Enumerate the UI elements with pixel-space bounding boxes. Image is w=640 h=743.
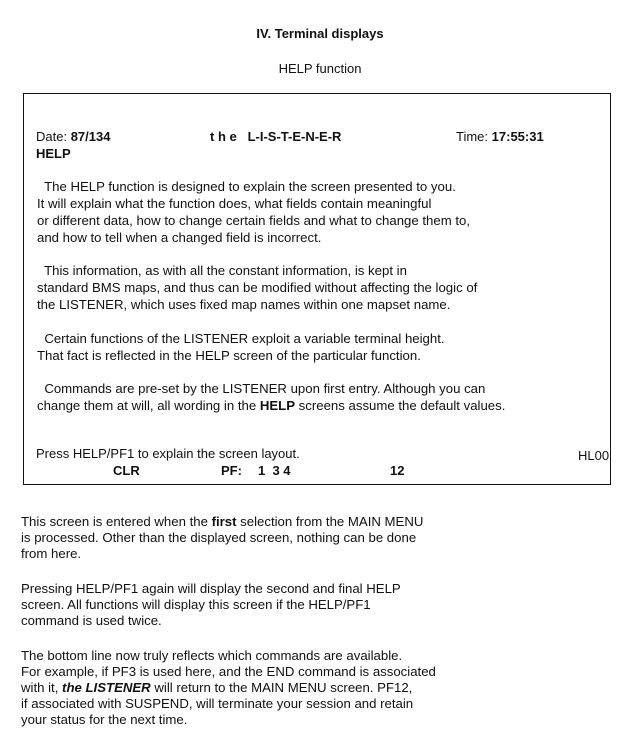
description-paragraph-3: [21, 648, 436, 728]
app-name: [210, 129, 341, 145]
map-id: HL00: [578, 448, 610, 463]
time-label: Time:: [456, 129, 489, 144]
clr-key[interactable]: CLR: [113, 463, 140, 478]
desc-p3-b: will return to the MAIN MENU screen. PF12, if associated with SUSPEND, will terminate your session and retain your status for the next time.: [21, 680, 414, 727]
help-paragraph-4-text: Commands are pre-set by the LISTENER upon first entry. Although you can change them at will, all wording in the: [37, 381, 486, 413]
desc-p1-b: selection from the MAIN MENU is processed. Other than the displayed screen, nothing can be done from here.: [21, 514, 424, 561]
section-title: IV. Terminal displays: [256, 26, 384, 41]
desc-p3-a: The bottom line now truly reflects which commands are available. For example, if PF3 is used here, and the END command is associated with it,: [21, 648, 436, 695]
pf-keys[interactable]: 1 3 4: [258, 463, 291, 478]
help-paragraph-4-tail: screens assume the default values.: [295, 398, 506, 413]
terminal-screen-frame: [23, 93, 611, 485]
time-field: [456, 129, 544, 145]
description-paragraph-2: Pressing HELP/PF1 again will display the second and final HELP screen. All functions will display this screen if the HELP/PF1 command is used twice.: [21, 581, 401, 628]
date-field: [36, 129, 110, 145]
help-paragraph-4: [37, 380, 505, 414]
date-value: 87/134: [70, 129, 111, 144]
date-label: Date:: [36, 129, 68, 144]
pf-key-12[interactable]: 12: [390, 463, 405, 478]
time-value: 17:55:31: [491, 129, 544, 144]
pf-label: PF:: [221, 463, 242, 478]
desc-p3-bold: the LISTENER: [62, 680, 151, 695]
screen-title: HELP: [36, 146, 71, 161]
app-name-listener: L-I-S-T-E-N-E-R: [247, 129, 342, 144]
desc-p1-a: This screen is entered when the: [21, 514, 212, 529]
help-paragraph-2: This information, as with all the constant information, is kept in standard BMS maps, and thus can be modified without affecting the logic of the LISTENER, which uses fixed map names within one mapset name.: [37, 263, 478, 312]
help-paragraph-4-bold: HELP: [259, 398, 296, 413]
help-paragraph-1: The HELP function is designed to explain the screen presented to you. It will explain what the function does, what fields contain meaningful or different data, how to change certain fields and what to change them to, and how to tell when a changed field is incorrect.: [37, 179, 471, 245]
help-paragraph-3: Certain functions of the LISTENER exploit a variable terminal height. That fact is reflected in the HELP screen of the particular function.: [37, 331, 445, 363]
section-subtitle: HELP function: [278, 61, 362, 76]
app-name-prefix: t h e: [210, 129, 237, 144]
help-prompt: Press HELP/PF1 to explain the screen layout.: [36, 446, 300, 461]
desc-p1-bold: first: [211, 514, 237, 529]
description-paragraph-1: [21, 514, 423, 562]
